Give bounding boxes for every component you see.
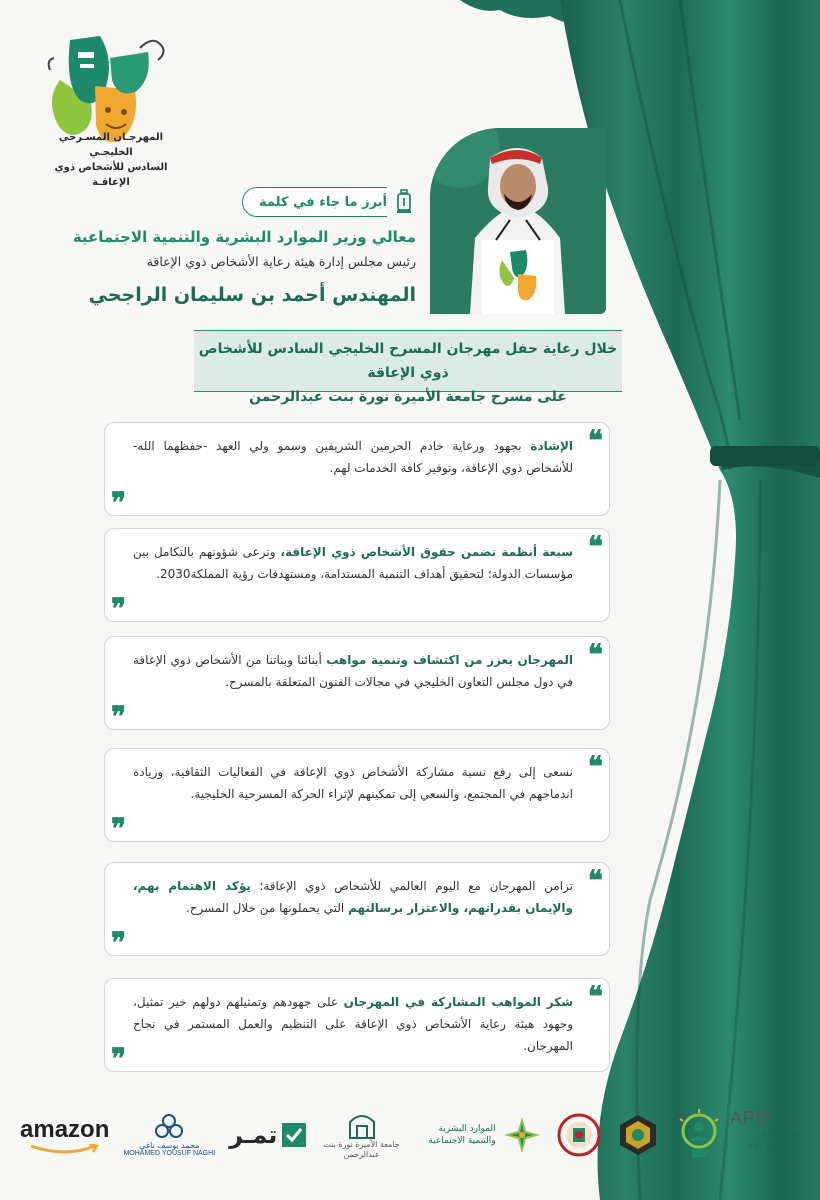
event-band	[194, 330, 622, 405]
quote-card-1	[104, 422, 610, 519]
naghi-flower-icon	[153, 1113, 185, 1141]
event-band-line-1: خلال رعاية حفل مهرجان المسرح الخليجي السادس للأشخاص ذوي الإعاقة	[198, 341, 618, 381]
sponsor-apd	[674, 1107, 800, 1163]
sponsor-strip	[20, 1100, 800, 1170]
quote-card-4	[104, 748, 610, 845]
sponsor-emblem	[556, 1112, 602, 1158]
gcc-emblem-icon	[616, 1113, 660, 1157]
quote-2-bold: سبعة أنظمة تضمن حقوق الأشخاص ذوي الإعاقة،	[280, 545, 573, 559]
amazon-label: amazon	[20, 1116, 110, 1143]
naghi-arabic: محمد يوسف ناغي	[139, 1141, 200, 1150]
quote-open-icon: ❝	[587, 864, 603, 897]
quote-2-text: وترعى شؤونهم بالتكامل بين مؤسسات الدولة؛ لتحقيق أهداف التنمية المستدامة، ومستهدفات رؤية المملكة2030.	[133, 545, 573, 581]
naghi-english: MOHAMED YOUSUF NAGHI	[123, 1150, 216, 1157]
highlights-tag-label: أبرز ما جاء في كلمة	[259, 194, 387, 210]
quote-1-bold: الإشادة	[530, 439, 573, 453]
quote-open-icon: ❝	[587, 750, 603, 783]
pnu-label: جامعة الأميرة نورة بنت عبدالرحمن	[323, 1140, 400, 1159]
quote-5-pre: تزامن المهرجان مع اليوم العالمي للأشخاص ذوي الإعاقة؛	[250, 879, 573, 893]
apd-label: APD	[729, 1108, 770, 1128]
quote-card-2	[104, 528, 610, 625]
minister-subtitle: رئيس مجلس إدارة هيئة رعاية الأشخاص ذوي الإعاقة	[146, 254, 416, 269]
apd-arabic: هيئة رعاية الأشخاص ذوي الإعاقة	[747, 1129, 800, 1161]
quote-1-text: بجهود ورعاية خادم الحرمين الشريفين وسمو ولي العهد -حفظهما الله- للأشخاص ذوي الإعاقة، وتوفير كافة الخدمات لهم.	[133, 439, 573, 475]
sponsor-tamr	[229, 1121, 307, 1149]
highlights-tag	[242, 187, 416, 217]
sponsor-gcc	[616, 1113, 660, 1157]
logo-line-2: السادس للأشخاص ذوي الإعاقـة	[54, 162, 168, 188]
quote-open-icon: ❝	[587, 530, 603, 563]
minister-name: المهندس أحمد بن سليمان الراجحي	[88, 284, 416, 306]
speaker-photo	[430, 128, 606, 314]
minister-title: معالي وزير الموارد البشرية والتنمية الاجتماعية	[72, 228, 416, 246]
logo-caption	[46, 130, 176, 190]
quote-card-3	[104, 636, 610, 733]
quote-close-icon: ❞	[111, 592, 127, 625]
lantern-icon	[387, 182, 421, 222]
hrsd-label: الموارد البشرية والتنمية الاجتماعية	[428, 1124, 496, 1146]
quote-3-text: أبنائنا وبناتنا من الأشخاص ذوي الإعاقة في دول مجلس التعاون الخليجي في مجالات الفنون المتعلقة بالمسرح.	[133, 653, 573, 689]
quote-3-bold: المهرجان يعزز من اكتشاف وتنمية مواهب	[326, 653, 573, 667]
quote-open-icon: ❝	[587, 980, 603, 1013]
tamr-label: تمـر	[229, 1121, 278, 1149]
speaker-illustration	[430, 128, 606, 314]
quote-open-icon: ❝	[587, 638, 603, 671]
quote-6-bold: شكر المواهب المشاركة في المهرجان	[343, 995, 573, 1009]
event-band-line-2: على مسرح جامعة الأميرة نورة بنت عبدالرحمن	[249, 389, 567, 405]
quote-card-5	[104, 862, 610, 959]
sponsor-naghi	[123, 1113, 215, 1157]
star-icon	[502, 1115, 542, 1155]
quote-close-icon: ❞	[111, 486, 127, 519]
quote-5-text: التي يحملونها من خلال المسرح.	[185, 901, 349, 915]
quote-close-icon: ❞	[111, 812, 127, 845]
university-icon	[347, 1110, 377, 1140]
quote-close-icon: ❞	[111, 700, 127, 733]
amazon-smile-icon	[25, 1144, 105, 1154]
sponsor-pnu	[322, 1110, 402, 1160]
quote-5-bold: يؤكد الاهتمام بهم، والإيمان بقدراتهم، والاعتزاز برسالتهم	[133, 879, 573, 915]
sponsor-hrsd	[416, 1115, 542, 1155]
logo-line-1: المهرجـان المسـرحي الخليجـي	[58, 132, 164, 158]
sponsor-amazon	[20, 1116, 109, 1154]
quote-4-text: نسعى إلى رفع نسبة مشاركة الأشخاص ذوي الإعاقة في الفعاليات الثقافية، وزيادة اندماجهم في المجتمع، والسعي إلى تمكينهم لإثراء الحركة المسرحية الخليجية.	[133, 765, 573, 801]
bulb-icon	[674, 1107, 724, 1163]
quote-open-icon: ❝	[587, 424, 603, 457]
tamr-mark-icon	[281, 1122, 307, 1148]
quote-close-icon: ❞	[111, 1042, 127, 1075]
quote-close-icon: ❞	[111, 926, 127, 959]
quote-card-6	[104, 978, 610, 1075]
quote-6-text: على جهودهم وتمثيلهم دولهم خير تمثيل، وجهود هيئة رعاية الأشخاص ذوي الإعاقة على التنظيم والعمل المستمر في نجاح المهرجان.	[133, 995, 573, 1053]
round-emblem-icon	[556, 1112, 602, 1158]
